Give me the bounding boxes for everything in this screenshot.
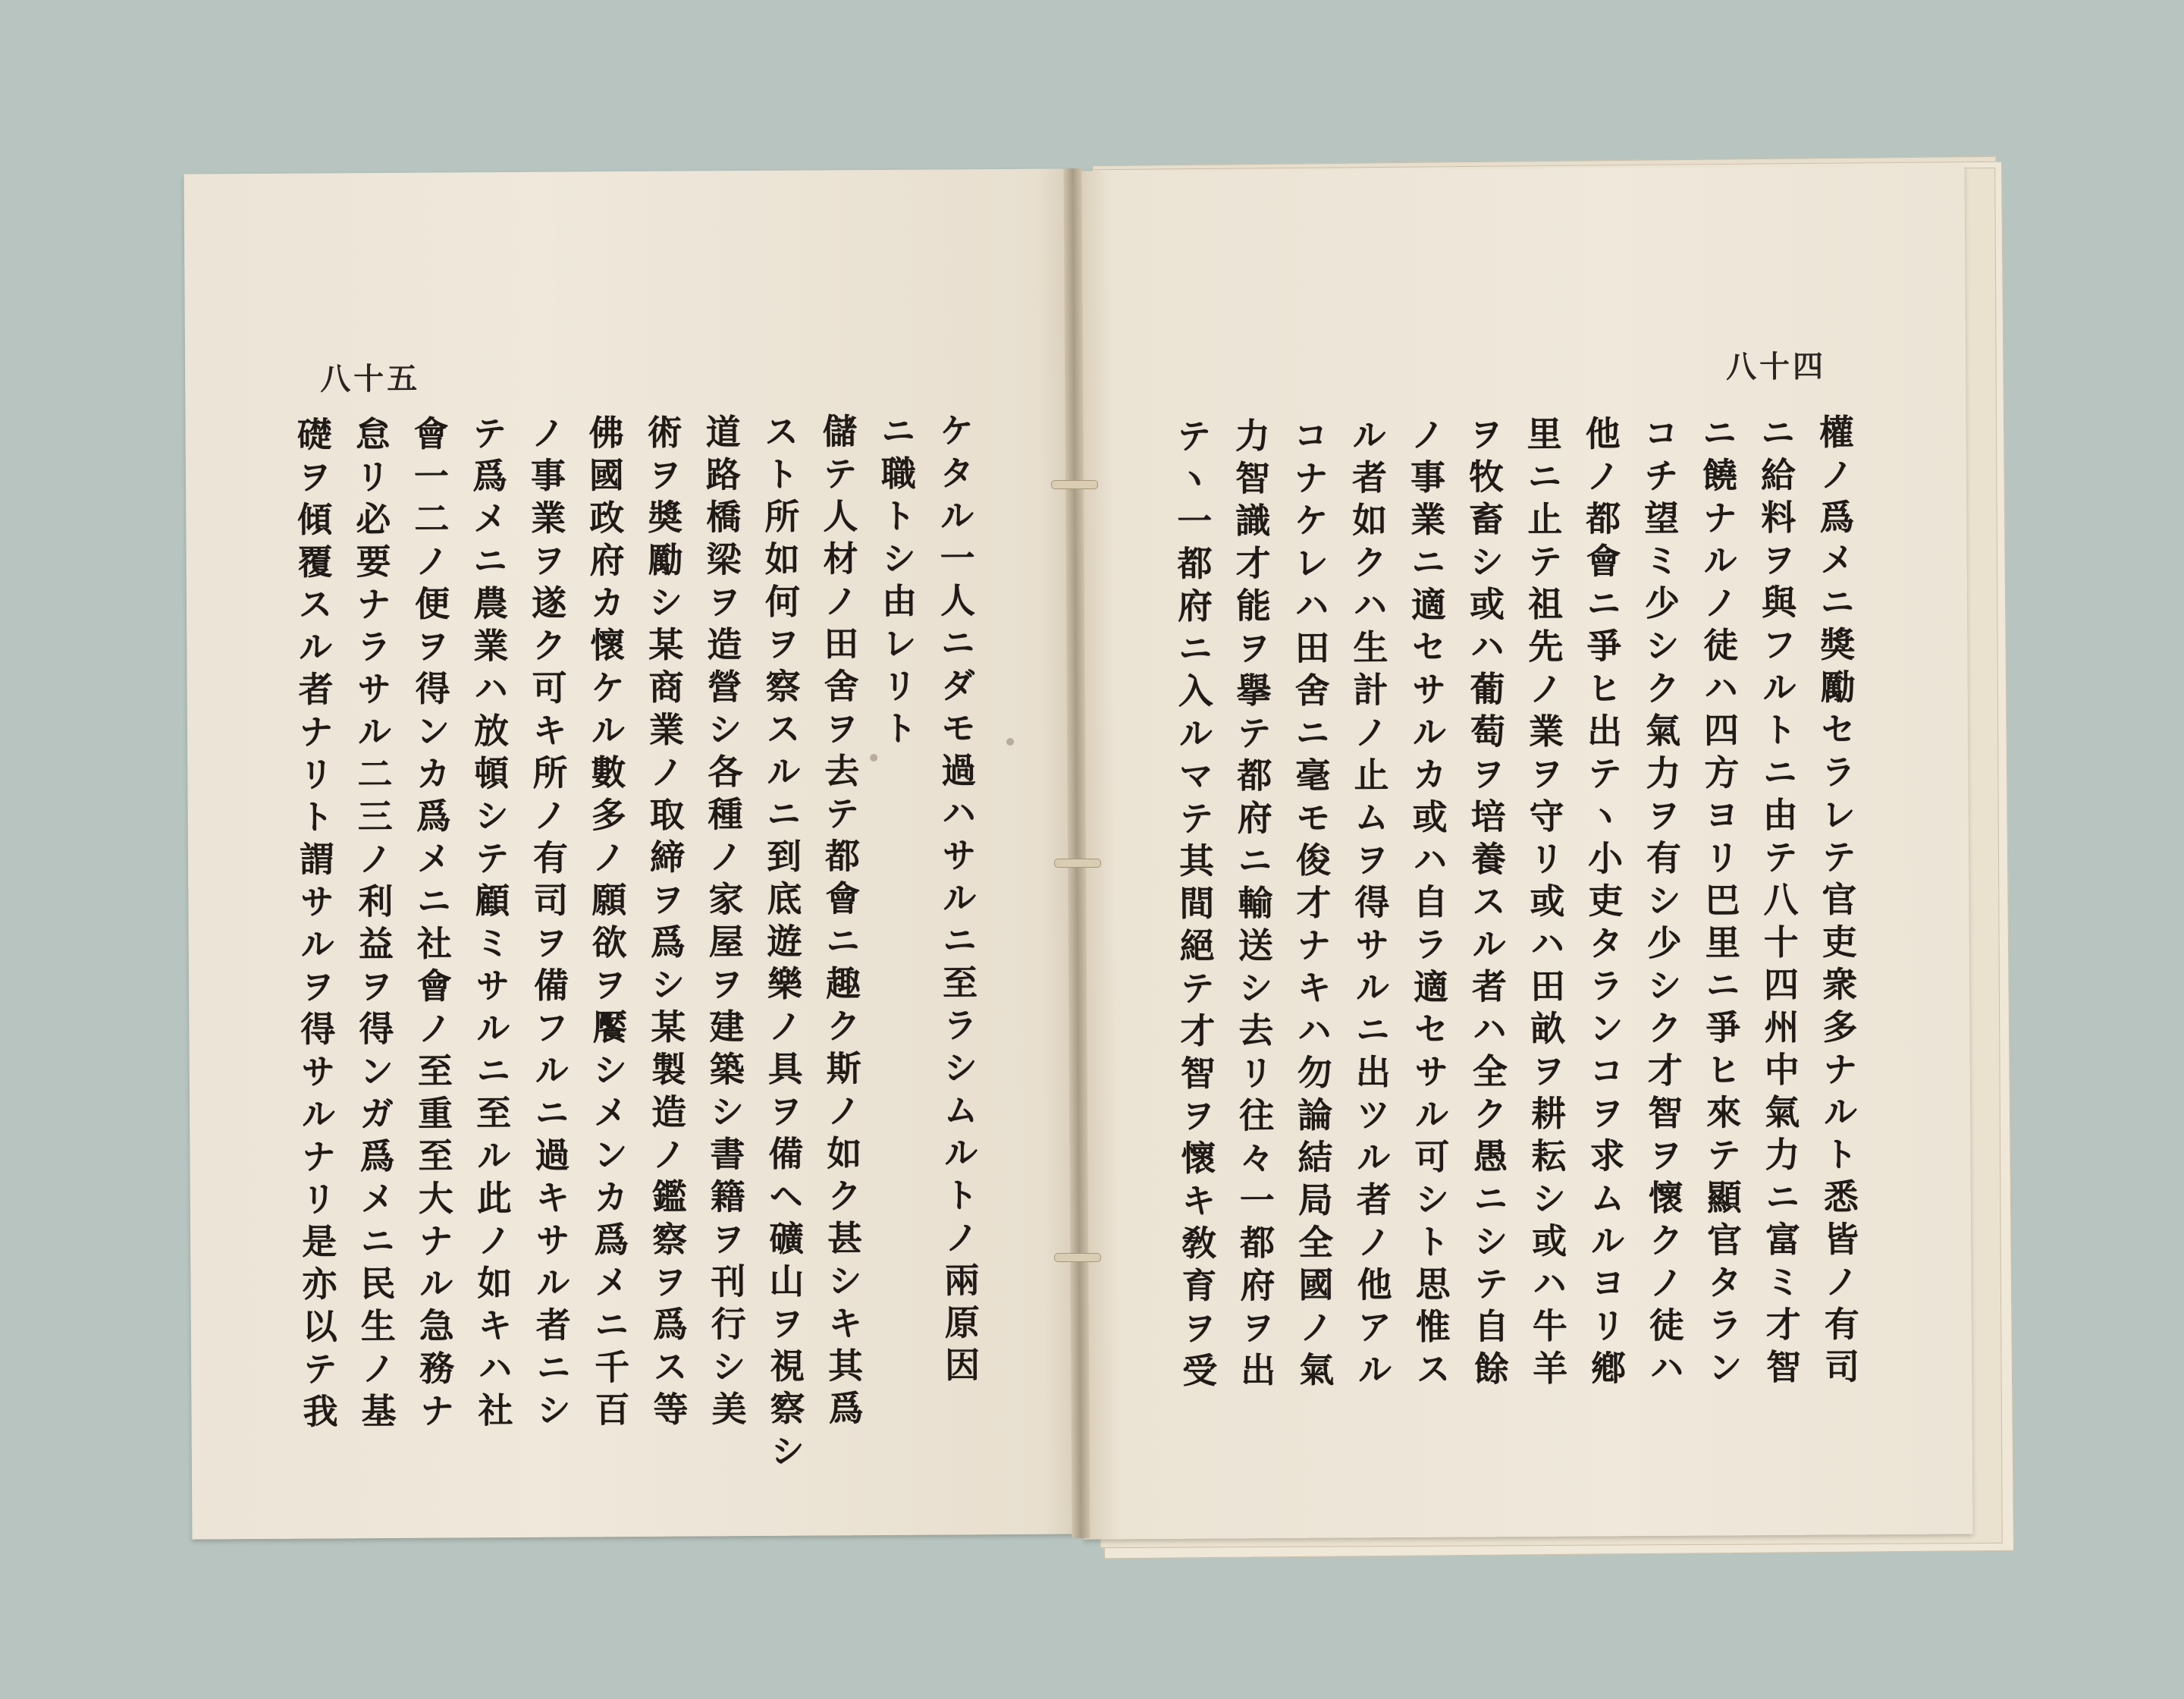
text-column: 道路橋梁ヲ造營シ各種ノ家屋ヲ建築シ書籍ヲ刊行シ美 — [700, 413, 748, 1434]
text-column: 礎ヲ傾覆スル者ナリト謂サルヲ得サルナリ是亦以テ我 — [291, 416, 339, 1436]
text-column: ニ饒ナルノ徒ハ四方ヨリ巴里ニ爭ヒ來テ顯官タラン — [1696, 414, 1744, 1392]
text-column: 會一二ノ便ヲ得ンカ爲メニ社會ノ至重至大ナル急務ナ — [408, 415, 456, 1435]
text-column: ニ給料ヲ與フルトニ由テ八十四州中氣力ニ富ミ才智 — [1755, 413, 1803, 1392]
text-column: ケタル一人ニダモ過ハサルニ至ラシムルトノ兩原因 — [934, 412, 981, 1390]
text-column: ノ事業ヲ遂ク可キ所ノ有司ヲ備フルニ過キサル者ニシ — [525, 414, 573, 1434]
text-column: コナケレハ田舍ニ毫モ俊才ナキハ勿論結局全國ノ氣 — [1288, 416, 1335, 1394]
ink-spot — [1006, 738, 1014, 746]
text-column: 術ヲ奬勵シ某商業ノ取締ヲ爲シ某製造ノ鑑察ヲ爲ス等 — [642, 413, 689, 1434]
binding-stitch — [1054, 1253, 1101, 1262]
text-column: コチ望ミ少シク氣力ヲ有シ少シク才智ヲ懷クノ徒ハ — [1638, 414, 1686, 1393]
right-page-number: 八十四 — [1725, 348, 1827, 385]
text-column: ノ事業ニ適セサルカ或ハ自ラ適セサル可シト思惟ス — [1404, 416, 1452, 1393]
text-column: 儲テ人材ノ田舍ヲ去テ都會ニ趣ク斯ノ如ク甚シキ其爲 — [817, 413, 864, 1433]
binding-stitch — [1051, 480, 1098, 489]
text-column: テ爲メニ農業ハ放頓シテ顧ミサルニ至ル此ノ如キハ社 — [466, 414, 514, 1435]
left-page-text — [282, 412, 990, 1478]
right-page-text — [1162, 413, 1869, 1395]
text-column: 佛國政府カ懷ケル數多ノ願欲ヲ饜シメンカ爲メニ千百 — [583, 414, 631, 1434]
text-column: ヲ牧畜シ或ハ葡萄ヲ培養スル者ハ全ク愚ニシテ自餘 — [1463, 416, 1511, 1393]
text-column: 他ノ都會ニ爭ヒ出テヽ小吏タランコヲ求ムルヨリ鄕 — [1580, 415, 1627, 1393]
ink-spot — [870, 754, 877, 762]
text-column: スト所如何ヲ察スルニ到底遊樂ノ具ヲ備ヘ礦山ヲ視察シ — [758, 413, 807, 1475]
text-column: テヽ一都府ニ入ルマテ其間絕テ才智ヲ懷キ敎育ヲ受 — [1171, 417, 1219, 1395]
left-page — [184, 168, 1081, 1539]
text-column: 里ニ止テ祖先ノ業ヲ守リ或ハ田畝ヲ耕耘シ或ハ牛羊 — [1521, 415, 1569, 1393]
text-column: ル者如クハ生計ノ止ムヲ得サルニ出ツル者ノ他アル — [1346, 416, 1394, 1394]
text-column: 權ノ爲メニ獎勵セラレテ官吏衆多ナルト悉皆ノ有司 — [1813, 413, 1861, 1391]
right-page — [1076, 165, 1973, 1539]
text-column: 力智識才能ヲ擧テ都府ニ輸送シ去リ往々一都府ヲ出 — [1229, 417, 1277, 1395]
text-column: 怠リ必要ナラサル二三ノ利益ヲ得ンガ爲メニ民生ノ基 — [350, 415, 397, 1436]
text-column: ニ職トシ由レリト — [875, 412, 919, 753]
binding-stitch — [1054, 859, 1101, 868]
left-page-number: 八十五 — [320, 360, 421, 397]
